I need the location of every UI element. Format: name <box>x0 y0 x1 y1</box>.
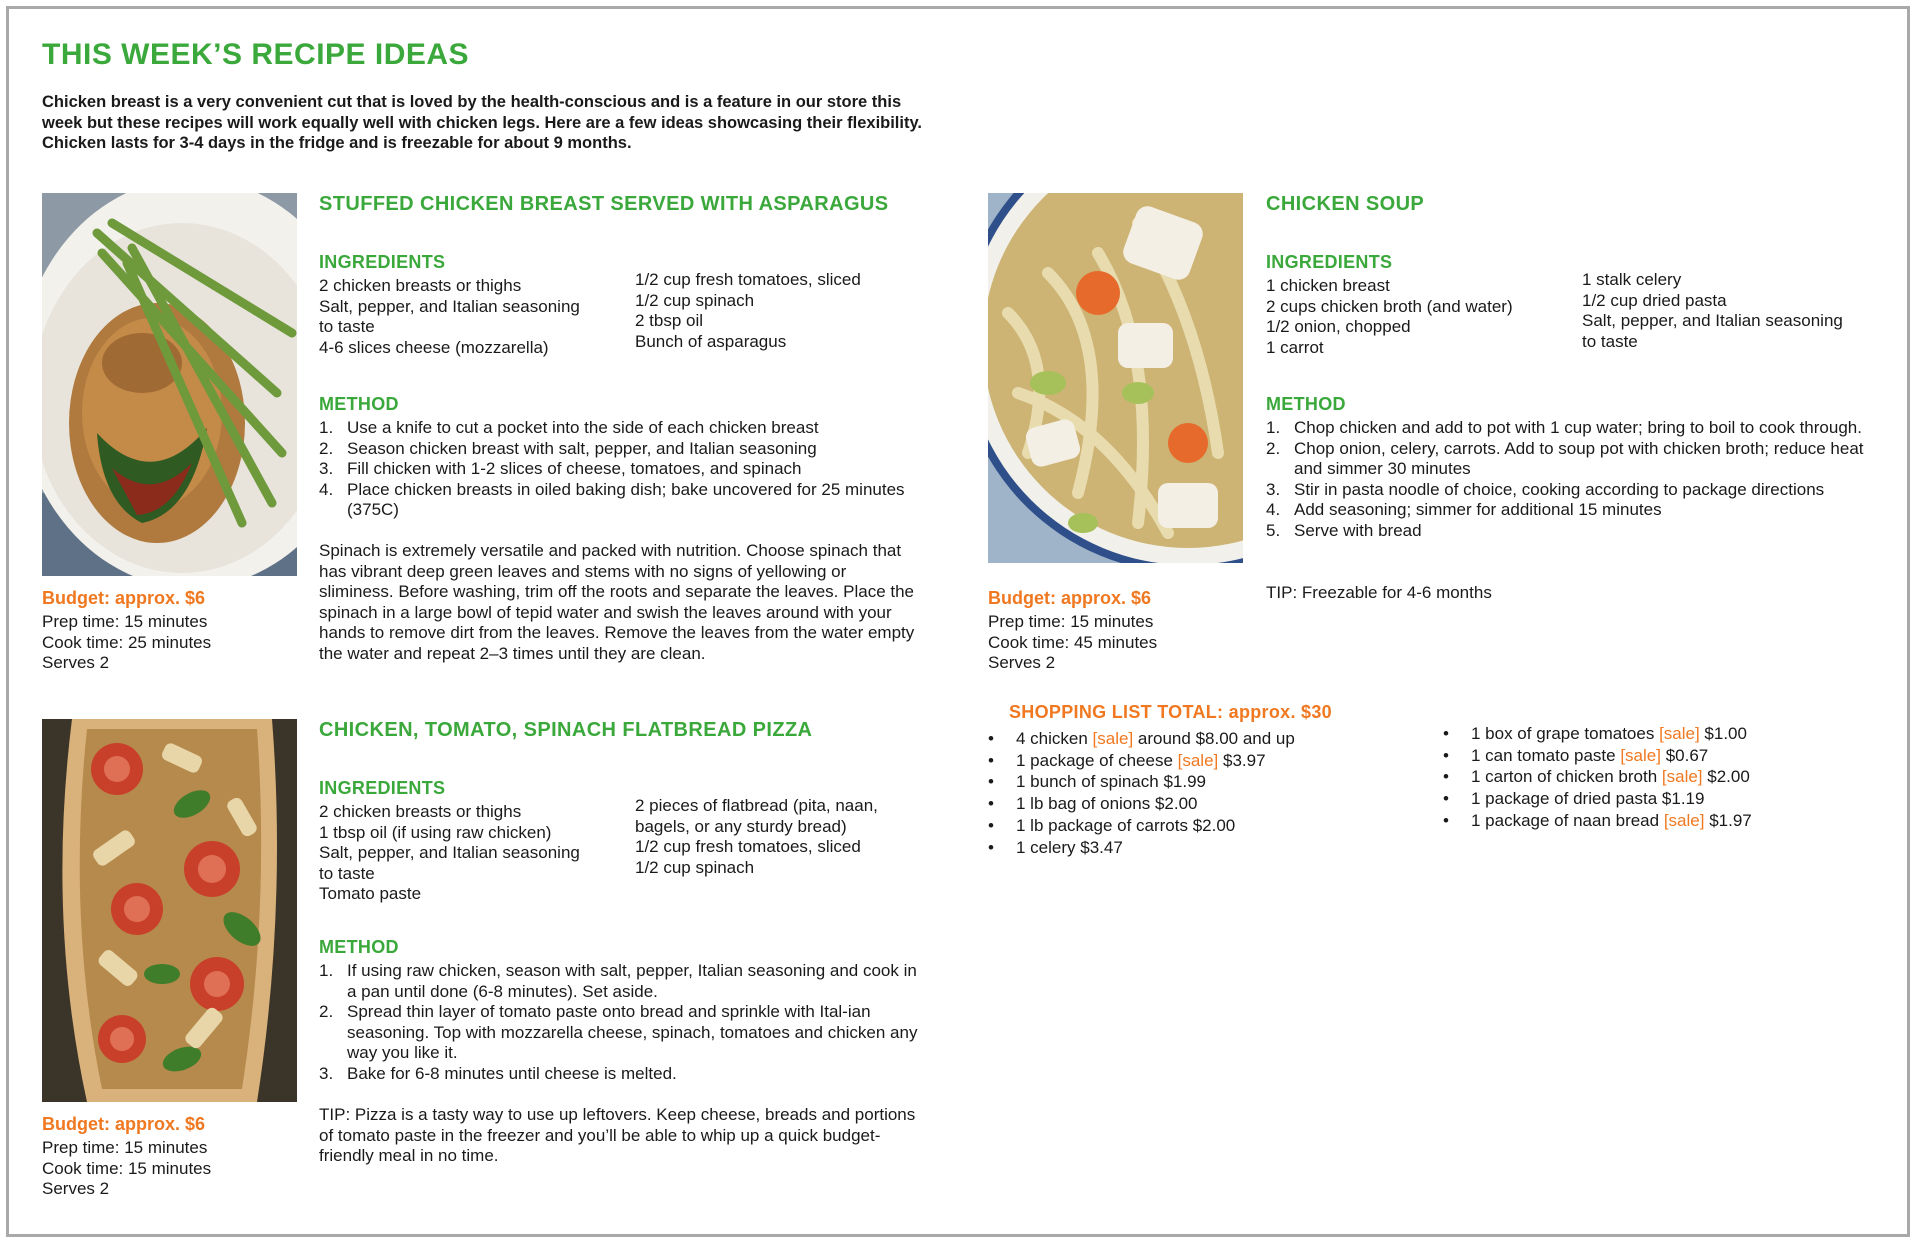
intro-paragraph: Chicken breast is a very convenient cut that is loved by the health-conscious and is a feature in our store this week but these recipes will work equally well with chicken legs. Here are a few ideas showcasing their flexibility. Chicken lasts for 3-4 days in the fridge and is freezable for about 9 months. <box>42 93 923 152</box>
ingredients-heading: INGREDIENTS <box>319 778 446 798</box>
cook-time: Cook time: 25 minutes <box>42 632 212 652</box>
method-step: 4. Add seasoning; simmer for additional 15 minutes <box>1266 500 1662 520</box>
ingredients-col2 <box>635 270 935 352</box>
ingredient-item: 1/2 cup dried pasta <box>1582 290 1727 310</box>
method-step: 2. Spread thin layer of tomato paste onto bread and sprinkle with Ital-ian seasoning. Top with mozzarella cheese, spinach, tomatoes and chicken any way you like it. <box>319 1002 918 1063</box>
soup-tip: TIP: Freezable for 4-6 months <box>1266 583 1492 602</box>
method-step: 5. Serve with bread <box>1266 520 1422 540</box>
ingredient-item: 1/2 onion, chopped <box>1266 317 1411 337</box>
ingredient-item: 2 tbsp oil <box>635 311 704 331</box>
sale-tag: [sale] <box>1620 745 1661 765</box>
prep-time: Prep time: 15 minutes <box>42 612 208 631</box>
ingredient-item: to taste <box>1582 331 1638 351</box>
ingredient-item: 1 tbsp oil (if using raw chicken) <box>319 822 552 842</box>
budget-label: Budget: approx. $6 <box>42 588 206 608</box>
shopping-item: • 1 lb package of carrots $2.00 <box>988 815 1236 835</box>
method-step: 3. Fill chicken with 1-2 slices of cheese, tomatoes, and spinach <box>319 459 802 479</box>
ingredient-item: 1 stalk celery <box>1582 270 1682 289</box>
budget-label: Budget: approx. $6 <box>988 588 1152 608</box>
shopping-item: • 1 celery $3.47 <box>988 837 1123 857</box>
method-steps <box>1266 418 1891 542</box>
ingredient-item: Salt, pepper, and Italian seasoning <box>1582 311 1843 331</box>
ingredient-item: Salt, pepper, and Italian seasoning <box>319 296 580 316</box>
shopping-item: • 1 box of grape tomatoes [sale] $1.00 <box>1443 724 1747 743</box>
serves: Serves 2 <box>42 653 110 673</box>
ingredient-item: Bunch of asparagus <box>635 331 787 351</box>
ingredient-item: 2 chicken breasts or thighs <box>319 802 522 821</box>
page-title: THIS WEEK’S RECIPE IDEAS <box>42 38 470 71</box>
shopping-list-title: SHOPPING LIST TOTAL: approx. $30 <box>1009 702 1332 722</box>
method-step: 4. Place chicken breasts in oiled baking dish; bake uncovered for 25 minutes (375C) <box>319 479 905 520</box>
sale-tag: [sale] <box>1092 729 1134 748</box>
pizza-meta <box>42 1114 211 1200</box>
ingredient-item: bagels, or any sturdy bread) <box>635 816 847 836</box>
ingredient-item: Salt, pepper, and Italian seasoning <box>319 843 580 863</box>
ingredient-item: 2 cups chicken broth (and water) <box>1266 296 1513 316</box>
ingredient-item: 1/2 cup spinach <box>635 857 755 877</box>
ingredients-col1 <box>319 802 619 905</box>
sale-tag: [sale] <box>1661 767 1703 787</box>
cook-time: Cook time: 15 minutes <box>42 1158 212 1178</box>
ingredient-item: Tomato paste <box>319 884 422 904</box>
ingredient-item: 4-6 slices cheese (mozzarella) <box>319 337 549 357</box>
spinach-note: Spinach is extremely versatile and packed with nutrition. Choose spinach that has vibrant deep green leaves and stems with no signs of yellowing or sliminess. Before washing, trim off the roots and separate the leaves. Place the spinach in a large bowl of tepid water and swish the leaves around with your hands to remove dirt from the leaves. Remove the leaves from the water empty the water and repeat 2–3 times until they are clean. <box>319 541 915 663</box>
ingredient-item: 2 pieces of flatbread (pita, naan, <box>635 796 878 815</box>
method-heading: METHOD <box>1266 394 1346 414</box>
recipe-title-soup: CHICKEN SOUP <box>1266 193 1425 215</box>
prep-time: Prep time: 15 minutes <box>988 612 1154 631</box>
sale-tag: [sale] <box>1177 750 1219 770</box>
method-heading: METHOD <box>319 394 399 414</box>
ingredients-col2 <box>1582 270 1892 352</box>
cook-time: Cook time: 45 minutes <box>988 632 1158 652</box>
ingredients-heading: INGREDIENTS <box>319 252 446 272</box>
ingredient-item: 1/2 cup fresh tomatoes, sliced <box>635 270 861 289</box>
shopping-item: • 1 bunch of spinach $1.99 <box>988 772 1206 792</box>
method-step: 1. If using raw chicken, season with salt, pepper, Italian seasoning and cook in a pan until done (6-8 minutes). Set aside. <box>319 961 917 1001</box>
shopping-list-col2 <box>1443 723 1752 832</box>
sale-tag: [sale] <box>1663 810 1705 830</box>
shopping-item: • 1 lb bag of onions $2.00 <box>988 794 1198 814</box>
shopping-item: • 1 package of dried pasta $1.19 <box>1443 789 1705 809</box>
ingredient-item: 2 chicken breasts or thighs <box>319 276 522 295</box>
shopping-item: • 1 package of cheese [sale] $3.97 <box>988 750 1266 770</box>
ingredients-col1 <box>319 276 619 358</box>
soup-meta <box>988 588 1157 674</box>
ingredient-item: to taste <box>319 863 375 883</box>
method-step: 1. Chop chicken and add to pot with 1 cup water; bring to boil to cook through. <box>1266 418 1862 437</box>
shopping-item: • 1 can tomato paste [sale] $0.67 <box>1443 745 1709 765</box>
serves: Serves 2 <box>988 653 1056 673</box>
method-steps <box>319 961 924 1085</box>
chicken-soup-photo <box>988 193 1243 563</box>
method-step: 2. Chop onion, celery, carrots. Add to soup pot with chicken broth; reduce heat and simmer 30 minutes <box>1266 438 1864 479</box>
budget-label: Budget: approx. $6 <box>42 1114 206 1134</box>
shopping-item: • 1 carton of chicken broth [sale] $2.00 <box>1443 767 1750 787</box>
stuffed-chicken-photo <box>42 193 297 576</box>
ingredient-item: 1/2 cup fresh tomatoes, sliced <box>635 837 861 857</box>
ingredient-item: 1 chicken breast <box>1266 276 1390 295</box>
sale-tag: [sale] <box>1659 724 1700 743</box>
ingredients-heading: INGREDIENTS <box>1266 252 1393 272</box>
recipe-title-pizza: CHICKEN, TOMATO, SPINACH FLATBREAD PIZZA <box>319 719 813 741</box>
pizza-tip: TIP: Pizza is a tasty way to use up leftovers. Keep cheese, breads and portions of tomato paste in the freezer and you’ll be able to whip up a quick budget-friendly meal in no time. <box>319 1105 916 1166</box>
ingredients-col1 <box>1266 276 1576 358</box>
shopping-list-col1 <box>988 728 1295 858</box>
method-step: 3. Stir in pasta noodle of choice, cooking according to package directions <box>1266 479 1825 499</box>
ingredient-item: 1 carrot <box>1266 337 1324 357</box>
serves: Serves 2 <box>42 1179 110 1199</box>
prep-time: Prep time: 15 minutes <box>42 1138 208 1157</box>
ingredient-item: 1/2 cup spinach <box>635 290 755 310</box>
ingredient-item: to taste <box>319 317 375 337</box>
stuffed-meta <box>42 588 211 674</box>
method-heading: METHOD <box>319 937 399 957</box>
shopping-item: • 1 package of naan bread [sale] $1.97 <box>1443 810 1752 830</box>
method-step: 1. Use a knife to cut a pocket into the side of each chicken breast <box>319 418 819 437</box>
recipe-title-stuffed: STUFFED CHICKEN BREAST SERVED WITH ASPARAGUS <box>319 193 889 215</box>
method-steps <box>319 418 919 521</box>
method-step: 2. Season chicken breast with salt, pepper, and Italian seasoning <box>319 438 817 458</box>
method-step: 3. Bake for 6-8 minutes until cheese is melted. <box>319 1063 677 1083</box>
shopping-item: • 4 chicken [sale] around $8.00 and up <box>988 729 1295 748</box>
flatbread-pizza-photo <box>42 719 297 1102</box>
ingredients-col2 <box>635 796 935 878</box>
